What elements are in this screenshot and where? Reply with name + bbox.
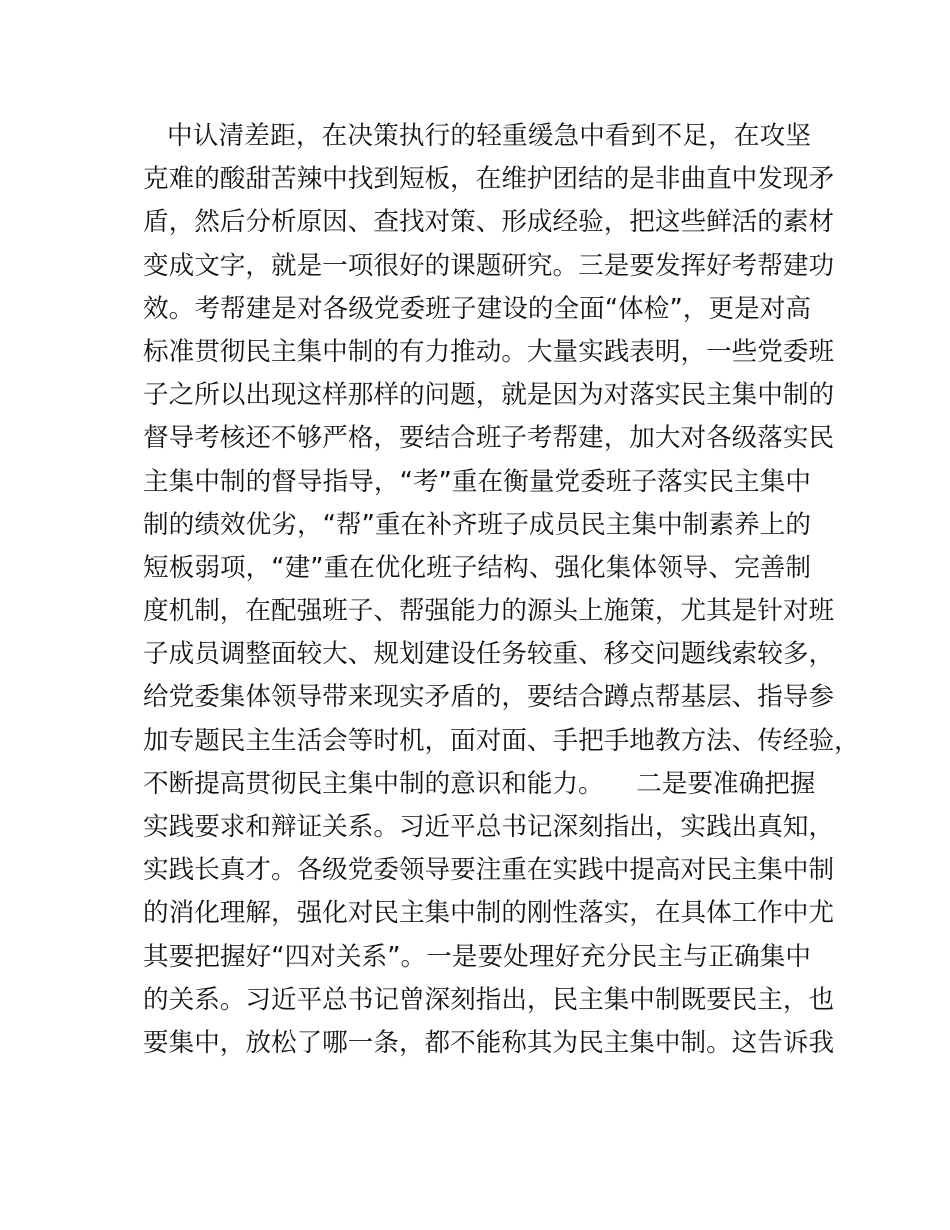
text-line: 变成文字，就是一项很好的课题研究。三是要发挥好考帮建功 [143,250,835,281]
text-line: 度机制，在配强班子、帮强能力的源头上施策，尤其是针对班 [143,596,835,627]
text-line: 短板弱项，“建”重在优化班子结构、强化集体领导、完善制 [143,552,811,583]
text-line: 其要把握好“四对关系”。一是要处理好充分民主与正确集中 [143,941,811,972]
text-line: 子成员调整面较大、规划建设任务较重、移交问题线索较多， [143,639,835,670]
text-line: 标准贯彻民主集中制的有力推动。大量实践表明，一些党委班 [143,336,835,367]
text-line: 主集中制的督导指导，“考”重在衡量党委班子落实民主集中 [143,466,811,497]
text-line: 督导考核还不够严格，要结合班子考帮建，加大对各级落实民 [143,423,835,454]
text-line: 实践长真才。各级党委领导要注重在实践中提高对民主集中制 [143,855,835,886]
text-line: 制的绩效优劣，“帮”重在补齐班子成员民主集中制素养上的 [143,509,811,540]
text-line: 的消化理解，强化对民主集中制的刚性落实，在具体工作中尤 [143,898,835,929]
text-line: 给党委集体领导带来现实矛盾的，要结合蹲点帮基层、指导参 [143,682,835,713]
text-line: 子之所以出现这样那样的问题，就是因为对落实民主集中制的 [143,380,835,411]
text-line: 加专题民主生活会等时机，面对面、手把手地教方法、传经验， [143,725,860,756]
text-line: 不断提高贯彻民主集中制的意识和能力。 二是要准确把握 [143,768,816,799]
text-line: 实践要求和辩证关系。习近平总书记深刻指出，实践出真知， [143,812,835,842]
text-line: 中认清差距，在决策执行的轻重缓急中看到不足，在攻坚 [167,121,811,151]
text-line: 克难的酸甜苦辣中找到短板，在维护团结的是非曲直中发现矛 [143,164,835,195]
text-line: 盾，然后分析原因、查找对策、形成经验，把这些鲜活的素材 [143,207,835,238]
text-line: 要集中，放松了哪一条，都不能称其为民主集中制。这告诉我 [143,1027,835,1058]
text-line: 的关系。习近平总书记曾深刻指出，民主集中制既要民主，也 [143,984,835,1015]
document-body [143,115,860,1065]
text-line: 效。考帮建是对各级党委班子建设的全面“体检”，更是对高 [143,293,811,324]
